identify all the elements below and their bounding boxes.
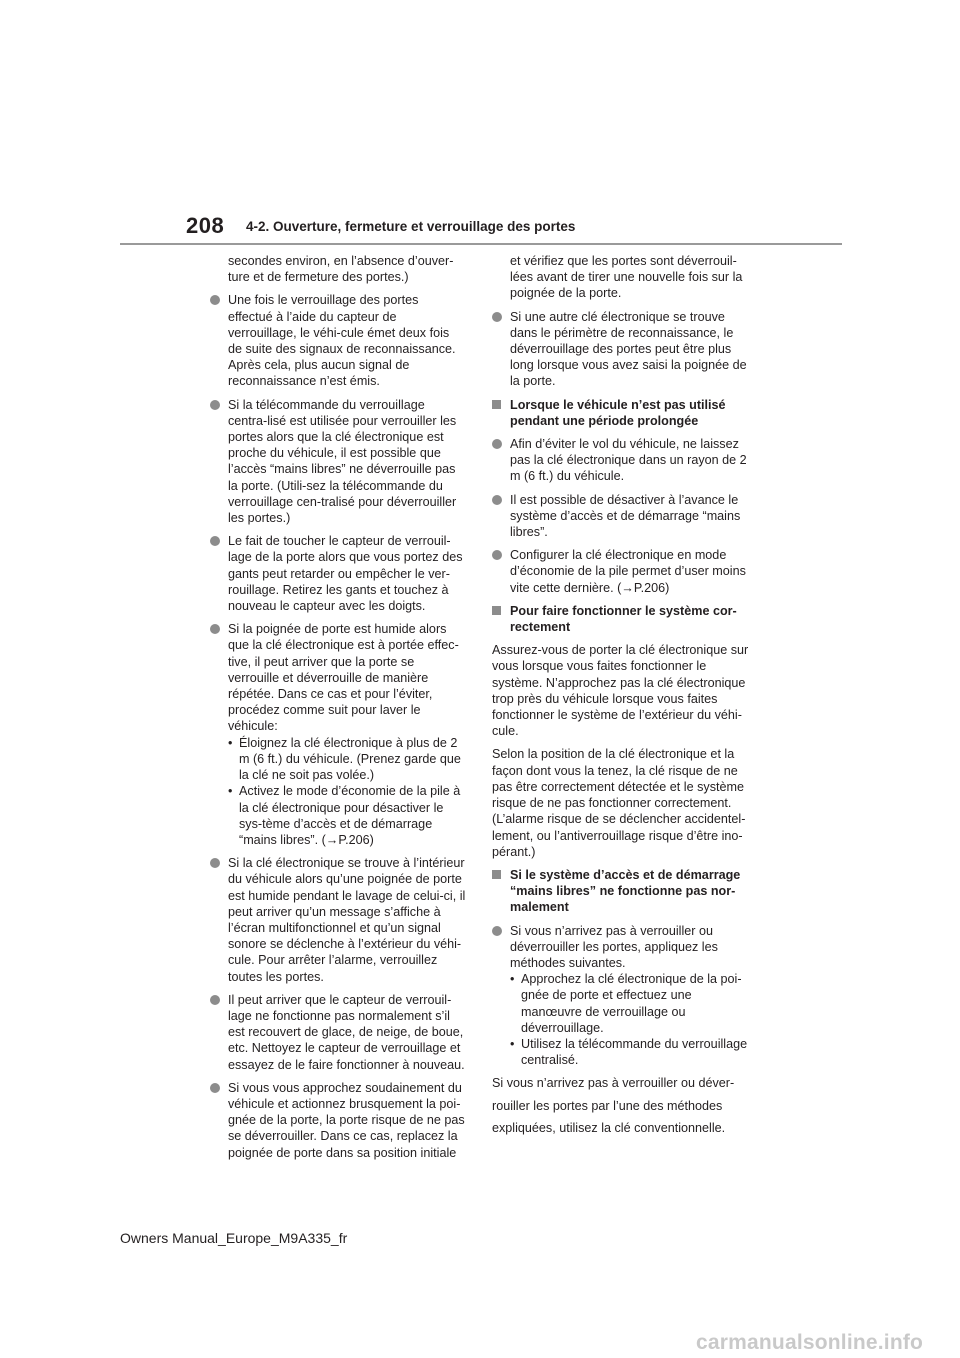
body-paragraph: Assurez-vous de porter la clé électronique sur vous lorsque vous faites fonctionner le système. N’approchez pas la clé électronique trop près du véhicule lorsque vous faites fonctionner le système de l’extérieur du véhi-cule. (492, 643, 749, 739)
bullet-item (210, 855, 466, 985)
heading-text: Lorsque le véhicule n’est pas utilisé pendant une période prolongée (510, 397, 726, 428)
bullet-item (492, 923, 750, 1069)
bullet-item (492, 492, 750, 541)
right-column (492, 253, 750, 1143)
bullet-item (492, 436, 750, 485)
bullet-item (210, 292, 466, 389)
footer-manual-name: Owners Manual_Europe_M9A335_fr (120, 1230, 348, 1246)
bullet-text: Le fait de toucher le capteur de verrouil-lage de la porte alors que vous portez des gants peut retarder ou empêcher le ver-rouillage. Retirez les gants et touchez à nouveau le capteur avec les doigts. (228, 534, 463, 614)
header-divider (120, 243, 842, 245)
page-number: 208 (186, 213, 225, 238)
square-marker-icon (492, 400, 501, 409)
paragraph-continuation: et vérifiez que les portes sont déverrouil-lées avant de tirer une nouvelle fois sur la poignée de la porte. (510, 254, 743, 301)
bullet-item (492, 547, 750, 596)
bullet-icon (210, 1083, 220, 1093)
bullet-text: Il est possible de désactiver à l’avance le système d’accès et de démarrage “mains libres”. (510, 492, 741, 540)
subsection-heading (492, 603, 750, 635)
sub-item-text: Activez le mode d’économie de la pile à la clé électronique pour désactiver le sys-tème d’accès et de démarrage “mains libres”. (→P.206) (239, 784, 461, 847)
sub-bullet-icon: • (510, 1036, 515, 1051)
sub-item (510, 1036, 750, 1068)
body-paragraph: Selon la position de la clé électronique et la façon dont vous la tenez, la clé risque de ne pas être correctement détectée et le système risque de ne pas fonctionner correctement. (L’alarme risque de se déclencher accidentel-lement, ou l’antiverrouillage risque d’être ino-pérant.) (492, 747, 746, 859)
bullet-text: Si la clé électronique se trouve à l’intérieur du véhicule alors qu’une poignée de porte est humide pendant le lavage de celui-ci, il peut arriver qu’un message s’affiche à l’écran multifonctionnel et qu’un signal sonore se déclenche à l’extérieur du véhi-cule. Pour arrêter l’alarme, verrouillez toutes les portes. (228, 856, 466, 984)
section-title: 4-2. Ouverture, fermeture et verrouillage des portes (246, 219, 576, 234)
watermark-logo: carmanualsonline.info (696, 1331, 924, 1354)
bullet-icon (210, 624, 220, 634)
bullet-icon (492, 926, 502, 936)
bullet-text: Si la poignée de porte est humide alors que la clé électronique est à portée effec-tive, il peut arriver que la porte se verrouille et déverrouille de manière répétée. Dans ce cas et pour l’éviter, procédez comme suit pour laver le véhicule: (228, 622, 459, 734)
bullet-icon (492, 439, 502, 449)
body-line: Si vous n’arrivez pas à verrouiller ou déver- (492, 1076, 735, 1091)
bullet-text: Configurer la clé électronique en mode d’économie de la pile permet d’user moins vite cette dernière. (→P.206) (510, 548, 746, 595)
square-marker-icon (492, 870, 501, 879)
sub-bullet-icon: • (510, 972, 515, 987)
sub-item (228, 735, 466, 784)
bullet-text: Si la télécommande du verrouillage centra-lisé est utilisée pour verrouiller les portes alors que la clé électronique est proche du véhicule, il est possible que l’accès “mains libres” ne déverrouille pas la porte. (Utili-sez la télécommande du verrouillage cen-tralisé pour déverrouiller les portes.) (228, 397, 457, 526)
body-line: rouiller les portes par l’une des méthodes (492, 1098, 723, 1113)
bullet-icon (210, 400, 220, 410)
heading-text: Pour faire fonctionner le système cor-rectement (510, 603, 737, 635)
bullet-text: Afin d’éviter le vol du véhicule, ne laissez pas la clé électronique dans un rayon de 2 m (6 ft.) du véhicule. (510, 437, 747, 484)
bullet-icon (210, 295, 220, 305)
bullet-text: Si vous vous approchez soudainement du véhicule et actionnez brusquement la poi-gnée de la porte, la porte risque de ne pas se déverrouiller. Dans ce cas, replacez la poignée de porte dans sa position initiale (228, 1080, 465, 1160)
subsection-heading (492, 397, 750, 429)
bullet-text: Il peut arriver que le capteur de verrouil-lage ne fonctionne pas normalement s’il est recouvert de glace, de neige, de boue, etc. Nettoyez le capteur de verrouillage et essayez de le faire fonctionner à nouveau. (228, 992, 465, 1072)
sub-item (228, 783, 466, 848)
bullet-icon (210, 995, 220, 1005)
bullet-icon (210, 536, 220, 546)
bullet-item (210, 397, 466, 527)
square-marker-icon (492, 606, 501, 615)
left-column (210, 253, 466, 1168)
bullet-icon (492, 550, 502, 560)
sub-item-text: Utilisez la télécommande du verrouillage centralisé. (521, 1036, 748, 1068)
body-line: expliquées, utilisez la clé conventionnelle. (492, 1120, 726, 1135)
bullet-icon (210, 858, 220, 868)
subsection-heading (492, 867, 750, 916)
bullet-item (210, 992, 466, 1073)
sub-item-text: Approchez la clé électronique de la poi-gnée de porte et effectuez une manœuvre de verrouillage ou déverrouillage. (521, 972, 742, 1035)
sub-bullet-icon: • (228, 735, 233, 750)
heading-text: Si le système d’accès et de démarrage “mains libres” ne fonctionne pas nor-malement (510, 867, 741, 915)
bullet-text: Si vous n’arrivez pas à verrouiller ou déverrouiller les portes, appliquez les méthodes suivantes. (510, 923, 718, 970)
bullet-item (492, 309, 750, 390)
paragraph-continuation: secondes environ, en l’absence d’ouver-ture et de fermeture des portes.) (228, 254, 454, 285)
bullet-icon (492, 495, 502, 505)
sub-item-text: Éloignez la clé électronique à plus de 2 m (6 ft.) du véhicule. (Prenez garde que la clé ne soit pas volée.) (239, 735, 461, 783)
bullet-item (210, 621, 466, 848)
bullet-text: Une fois le verrouillage des portes effectué à l’aide du capteur de verrouillage, le véhi-cule émet deux fois de suite des signaux de reconnaissance. Après cela, plus aucun signal de reconnaissance n’est émis. (228, 293, 456, 389)
bullet-text: Si une autre clé électronique se trouve dans le périmètre de reconnaissance, le déverrouillage des portes peut être plus long lorsque vous avez saisi la poignée de la porte. (510, 309, 747, 389)
sub-bullet-icon: • (228, 784, 233, 799)
sub-item (510, 971, 750, 1036)
bullet-item (210, 533, 466, 614)
bullet-item (210, 1080, 466, 1161)
bullet-icon (492, 312, 502, 322)
